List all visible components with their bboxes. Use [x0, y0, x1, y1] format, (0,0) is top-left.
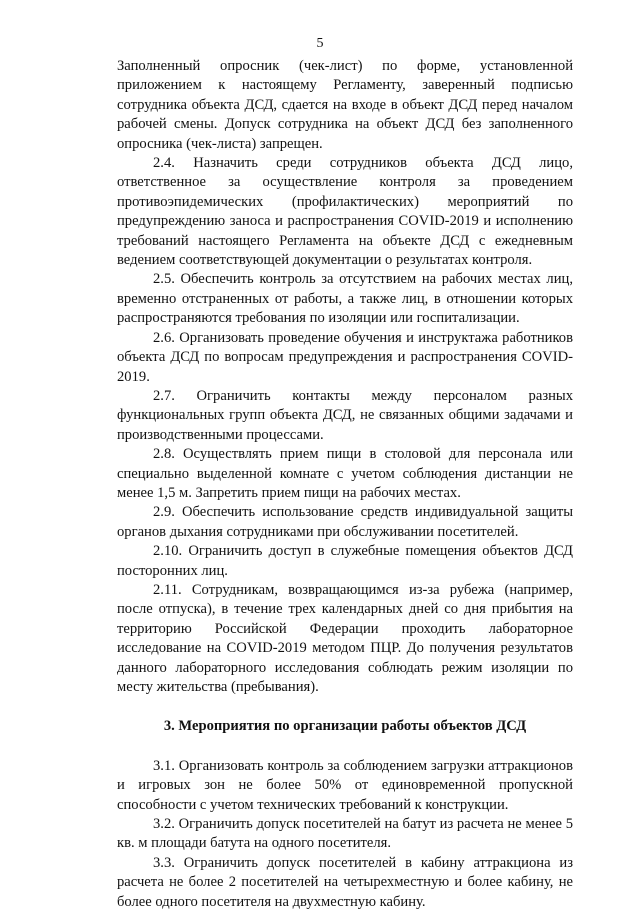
paragraph-3-2: 3.2. Ограничить допуск посетителей на батут из расчета не менее 5 кв. м площади батута на одного посетителя. [117, 816, 573, 852]
paragraph-2-11: 2.11. Сотрудникам, возвращающимся из-за рубежа (например, после отпуска), в течение трех календарных дней со дня прибытия на территорию Российской Федерации проходить лабораторное исследование на COVID-2019 методом ПЦР. До получения результатов данного лабораторного исследования соблюдать режим изоляции по месту жительства (пребывания). [117, 581, 573, 695]
paragraph-2-4: 2.4. Назначить среди сотрудников объекта ДСД лицо, ответственное за осуществление контроля за проведением противоэпидемических (профилактических) мероприятий по предупреждению заноса и распространения COVID-2019 и исполнению требований настоящего Регламента на объекте ДСД с ежедневным ведением соответствующей документации о результатах контроля. [117, 155, 573, 269]
document-body [117, 57, 573, 912]
paragraph-checklist: Заполненный опросник (чек-лист) по форме, установленной приложением к настоящему Регламенту, заверенный подписью сотрудника объекта ДСД, сдается на входе в объект ДСД перед началом рабочей смены. Допуск сотрудника на объект ДСД без заполненного опросника (чек-листа) запрещен. [117, 58, 573, 152]
paragraph-2-6: 2.6. Организовать проведение обучения и инструктажа работников объекта ДСД по вопросам предупреждения и распространения COVID-2019. [117, 329, 573, 385]
paragraph-2-5: 2.5. Обеспечить контроль за отсутствием на рабочих местах лиц, временно отстраненных от работы, а также лиц, в отношении которых распространяются требования по изоляции или госпитализации. [117, 271, 573, 327]
paragraph-2-7: 2.7. Ограничить контакты между персоналом разных функциональных групп объекта ДСД, не связанных общими задачами и производственными процессами. [117, 387, 573, 443]
paragraph-2-8: 2.8. Осуществлять прием пищи в столовой для персонала или специально выделенной комнате с учетом соблюдения дистанции не менее 1,5 м. Запретить прием пищи на рабочих местах. [117, 446, 573, 501]
section-3-heading: 3. Мероприятия по организации работы объектов ДСД [163, 718, 527, 735]
paragraph-3-3: 3.3. Ограничить допуск посетителей в кабину аттракциона из расчета не более 2 посетителей на четырехместную и более кабину, не более одного посетителя на двухместную кабину. [117, 854, 573, 910]
paragraph-2-9: 2.9. Обеспечить использование средств индивидуальной защиты органов дыхания сотрудниками при обслуживании посетителей. [117, 504, 573, 540]
paragraph-2-10: 2.10. Ограничить доступ в служебные помещения объектов ДСД посторонних лиц. [117, 543, 573, 579]
paragraph-3-1: 3.1. Организовать контроль за соблюдением загрузки аттракционов и игровых зон не более 50% от единовременной пропускной способности с учетом технических требований к конструкции. [117, 757, 573, 813]
page-number: 5 [316, 36, 324, 51]
